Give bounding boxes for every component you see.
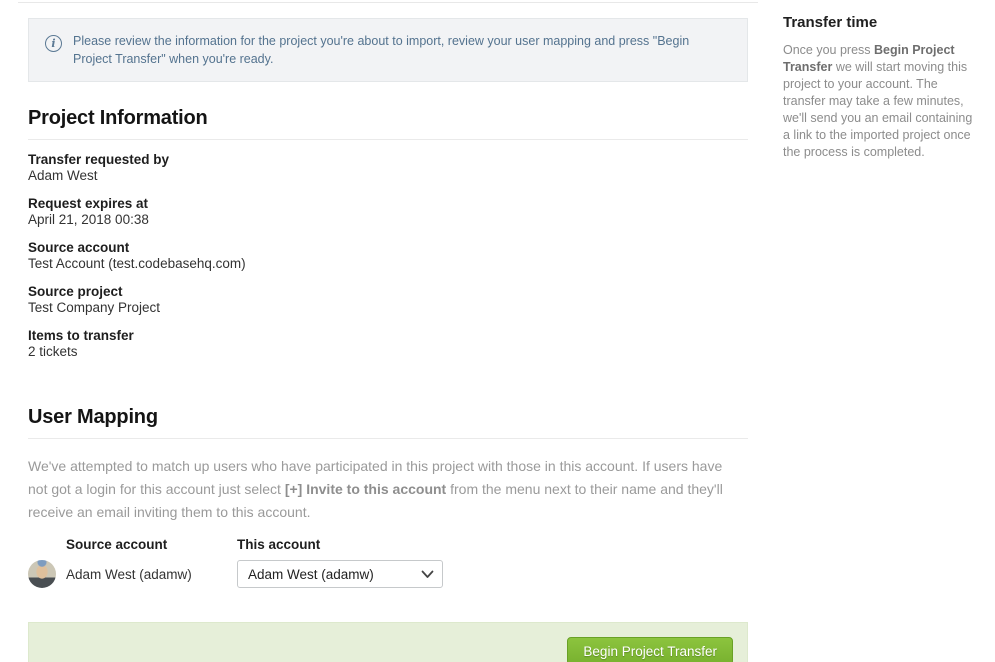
- field-source-project: [28, 284, 748, 316]
- field-transfer-requested-by: [28, 152, 748, 184]
- section-title-project-information: Project Information: [28, 107, 748, 140]
- field-label: Items to transfer: [28, 328, 134, 343]
- form-actions-bar: [28, 622, 748, 662]
- sidebar-text: Once you press: [783, 43, 875, 57]
- description-text: We've attempted to match up users who have participated in this project with those in this account. If users have not got a login for this account just select: [28, 458, 723, 497]
- field-value: Test Account (test.codebasehq.com): [28, 256, 246, 271]
- field-request-expires-at: [28, 196, 748, 228]
- begin-project-transfer-button[interactable]: Begin Project Transfer: [567, 637, 733, 662]
- user-mapping-table: [28, 537, 748, 588]
- table-row-avatar-cell: [28, 560, 66, 588]
- user-mapping-description: [28, 455, 743, 524]
- field-value: Test Company Project: [28, 300, 161, 315]
- field-value: Adam West: [28, 168, 98, 183]
- main-content: [28, 0, 748, 662]
- column-header-source-account: Source account: [66, 537, 168, 552]
- sidebar-title: Transfer time: [783, 14, 878, 31]
- field-label: Source account: [28, 240, 130, 255]
- field-label: Transfer requested by: [28, 152, 170, 167]
- field-value: 2 tickets: [28, 344, 78, 359]
- field-items-to-transfer: [28, 328, 748, 360]
- field-value: April 21, 2018 00:38: [28, 212, 149, 227]
- column-spacer: [28, 545, 66, 553]
- invite-option-text: [+] Invite to this account: [284, 481, 447, 497]
- info-banner-message: Please review the information for the project you're about to import, review your user mapping and press "Begin Project Transfer" when you're ready.: [73, 34, 690, 66]
- sidebar: [783, 14, 981, 161]
- sidebar-text: we will start moving this project to your account. The transfer may take a few minutes, we'll send you an email containing a link to the imported project once the process is completed.: [783, 60, 973, 159]
- user-mapping-select[interactable]: [237, 560, 443, 588]
- info-icon: i: [45, 35, 62, 52]
- column-header-this-account: This account: [237, 537, 321, 552]
- field-source-account: [28, 240, 748, 272]
- user-avatar: [28, 560, 56, 588]
- description-text: from the menu next to their name and they'll receive an email inviting them to this account.: [28, 481, 723, 520]
- sidebar-help-text: [783, 42, 981, 161]
- table-row-select-cell: [237, 560, 467, 588]
- section-title-user-mapping: User Mapping: [28, 406, 748, 439]
- source-user-name: Adam West (adamw): [66, 566, 192, 582]
- field-label: Request expires at: [28, 196, 149, 211]
- field-label: Source project: [28, 284, 123, 299]
- info-banner: [28, 18, 748, 82]
- sidebar-bold-text: Begin Project Transfer: [783, 43, 955, 74]
